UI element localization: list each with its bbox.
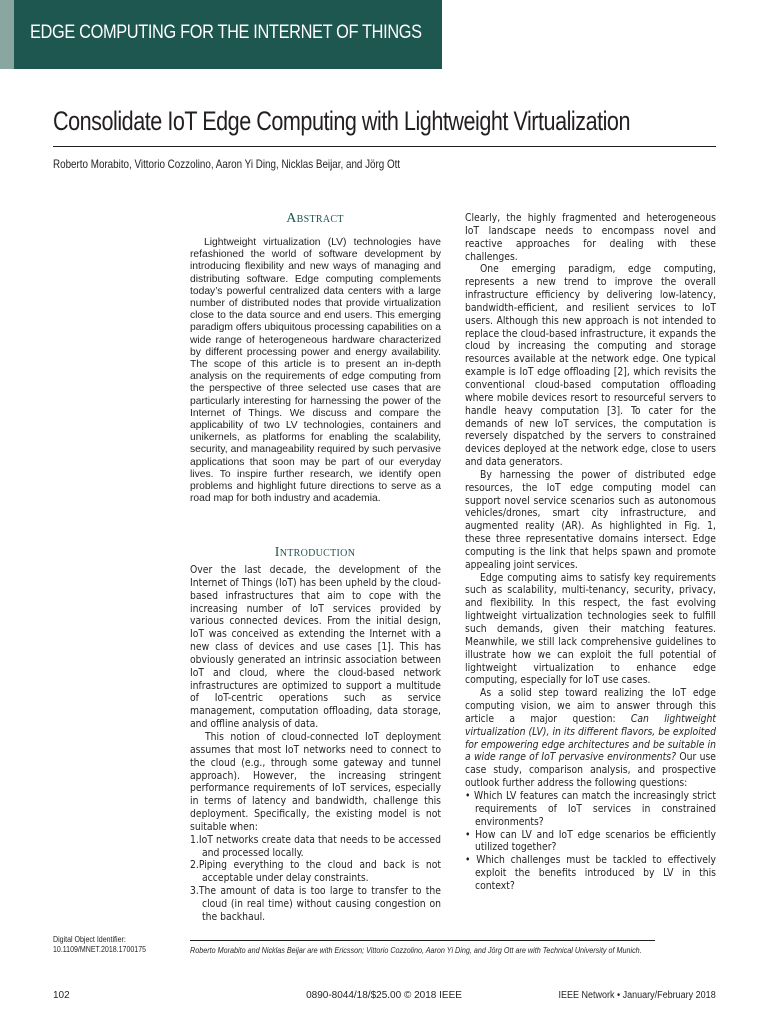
- doi-value: 10.1109/MNET.2018.1700175: [53, 945, 147, 954]
- page-number: 102: [53, 990, 70, 1001]
- intro-paragraph-5: By harnessing the power of distributed edge resources, the IoT edge computing model can support novel service scenarios such as autonomous vehicles/drones, smart city infrastructure, and augmented reality (AR). As highlighted in Fig. 1, these three representative domains intersect. Edge computing is the link that helps spawn and promote appealing joint services.: [465, 468, 716, 571]
- list-item: • Which challenges must be tackled to effectively exploit the benefits introduced by LV in this context?: [465, 854, 716, 892]
- conditions-list: [190, 834, 441, 924]
- body-column-left: [190, 564, 441, 924]
- intro-paragraph-6: Edge computing aims to satisfy key requirements such as scalability, multi-tenancy, security, privacy, and flexibility. In this respect, the fast evolving lightweight virtualization technologies seek to fulfill such demands, given their matching features. Meanwhile, we still lack comprehensive guidelines to illustrate how we can exploit the full potential of lightweight virtualization to enhance edge computing, especially for IoT use cases.: [465, 571, 716, 687]
- body-column-right: [465, 212, 716, 893]
- author-affiliations: Roberto Morabito and Nicklas Beijar are with Ericsson; Vittorio Cozzolino, Aaron Yi Ding, and Jörg Ott are with Technical University of Munich.: [190, 946, 642, 955]
- intro-paragraph-7: [465, 687, 716, 790]
- doi-label: Digital Object Identifier:: [53, 935, 126, 944]
- list-item: • Which LV features can match the increasingly strict requirements of IoT services in constrained environments?: [465, 789, 716, 828]
- intro-paragraph-7-start: As a solid step toward realizing the IoT edge computing vision, we aim to answer through this article a major question:: [465, 687, 716, 725]
- section-banner-label: EDGE COMPUTING FOR THE INTERNET OF THINGS: [30, 22, 422, 43]
- abstract-heading: Abstract: [286, 211, 344, 226]
- intro-paragraph-1: Over the last decade, the development of the Internet of Things (IoT) has been upheld by the cloud-based infrastructures that aim to cope with the increasing number of IoT services provided by various connected devices. From the initial design, IoT was conceived as extending the Internet with a new class of devices and use cases [1]. This has obviously generated an intrinsic association between IoT and cloud, where the cloud-based network infrastructures are optimized to support a multitude of IoT-centric operations such as service management, computation offloading, data storage, and offline analysis of data.: [190, 564, 441, 731]
- intro-paragraph-4: One emerging paradigm, edge computing, represents a new trend to improve the overall infrastructure efficiency by delivering low-latency, bandwidth-efficient, and resilient services to IoT users. Although this new approach is not intended to replace the cloud-based infrastructure, it expands the cloud by increasing the computing and storage resources available at the network edge. One typical example is IoT edge offloading [2], which revisits the conventional cloud-based computation offloading where mobile devices resort to resourceful servers to handle heavy computation [3]. To cater for the demands of new IoT services, the computation is reversely dispatched by the servers to constrained devices deployed at the network edge, close to users and data generators.: [465, 263, 716, 469]
- intro-paragraph-2: This notion of cloud-connected IoT deployment assumes that most IoT networks need to connect to the cloud (e.g., through some gateway and tunnel approach). However, the increasing stringent performance requirements of IoT services, especially in terms of latency and bandwidth, challenge this deployment. Specifically, the existing model is not suitable when:: [190, 730, 441, 833]
- research-question: Can lightweight virtualization (LV), in its different flavors, be exploited for empowering edge architectures and be suitable in a wide range of IoT pervasive environments?: [465, 712, 716, 764]
- article-title: Consolidate IoT Edge Computing with Lightweight Virtualization: [53, 106, 631, 136]
- list-item: 3.The amount of data is too large to transfer to the cloud (in real time) without causing congestion on the backhaul.: [190, 885, 441, 923]
- footnote-divider: [190, 940, 655, 941]
- banner-accent-strip: [0, 0, 14, 69]
- article-authors: Roberto Morabito, Vittorio Cozzolino, Aaron Yi Ding, Nicklas Beijar, and Jörg Ott: [53, 157, 401, 171]
- introduction-heading: Introduction: [274, 545, 356, 560]
- list-item: 2.Piping everything to the cloud and back is not acceptable under delay constraints.: [190, 859, 441, 885]
- abstract-body: [190, 237, 441, 505]
- title-divider: [53, 146, 716, 147]
- copyright-notice: 0890-8044/18/$25.00 © 2018 IEEE: [306, 990, 462, 1001]
- list-item: • How can LV and IoT edge scenarios be efficiently utilized together?: [465, 828, 716, 854]
- abstract-text: Lightweight virtualization (LV) technologies have refashioned the world of software development by introducing flexibility and new ways of managing and distributing software. Edge computing complements today’s powerful centralized data centers with a large number of distributed nodes that provide virtualization close to the data source and end users. This emerging paradigm offers ubiquitous processing capabilities on a wide range of heterogeneous hardware characterized by different processing power and energy availability. The scope of this article is to present an in-depth analysis on the requirements of edge computing from the perspective of three selected use cases that are particularly interesting for harnessing the power of the Internet of Things. We discuss and compare the applicability of two LV technologies, containers and unikernels, as platforms for enabling the scalability, security, and manageability required by such pervasive applications that soon may be part of our everyday lives. To inspire further research, we identify open problems and highlight future directions to serve as a road map for both industry and academia.: [190, 237, 441, 505]
- section-banner: [0, 0, 442, 69]
- intro-paragraph-7-end: Our use case study, comparison analysis, and prospective outlook further address the following questions:: [465, 751, 716, 790]
- journal-issue: IEEE Network • January/February 2018: [558, 990, 716, 1001]
- intro-paragraph-3: Clearly, the highly fragmented and heterogeneous IoT landscape needs to encompass novel and reactive approaches for dealing with these challenges.: [465, 212, 716, 263]
- doi-block: [53, 935, 159, 955]
- list-item: 1.IoT networks create data that needs to be accessed and processed locally.: [190, 833, 441, 859]
- questions-list: [465, 790, 716, 893]
